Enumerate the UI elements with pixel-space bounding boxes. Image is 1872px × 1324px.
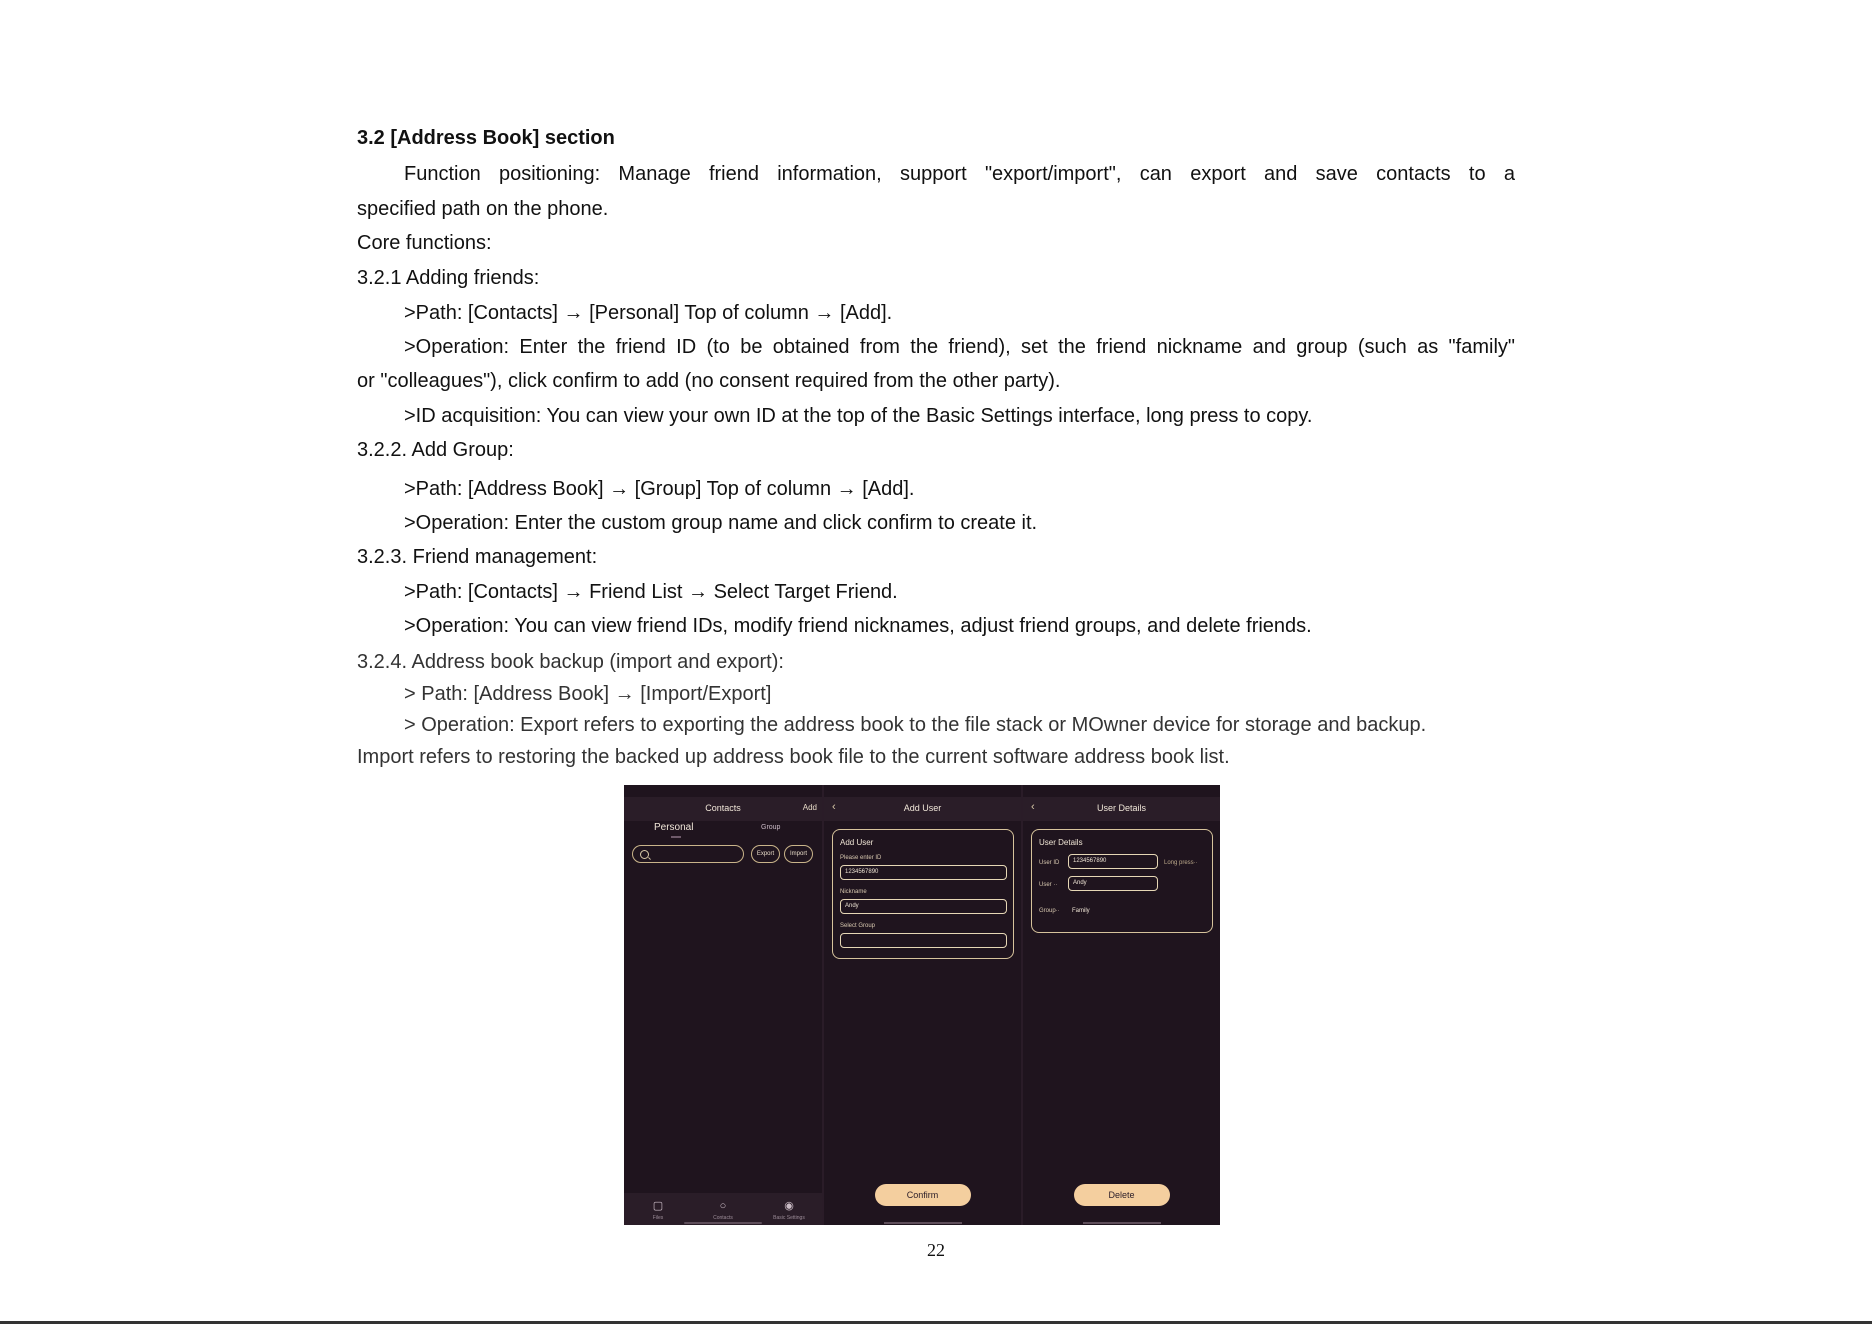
user-details-card	[1031, 829, 1213, 933]
section-heading: 3.2 [Address Book] section	[357, 127, 615, 149]
contacts-title: Contacts	[705, 803, 741, 813]
delete-button[interactable]: Delete	[1074, 1184, 1170, 1206]
page-number: 22	[927, 1240, 945, 1260]
s324-operation-1: > Operation: Export refers to exporting the address book to the file stack or MOwner device for storage and backup.	[404, 714, 1427, 736]
s324-operation-2: Import refers to restoring the backed up address book file to the current software address book list.	[357, 746, 1230, 768]
home-indicator	[884, 1222, 962, 1224]
long-press-hint: Long press··	[1164, 860, 1198, 866]
home-indicator	[1083, 1222, 1161, 1224]
tab-underline	[671, 836, 681, 838]
intro-line-2: specified path on the phone.	[357, 198, 609, 220]
export-button[interactable]: Export	[751, 845, 780, 863]
user-icon: ◉	[784, 1200, 794, 1212]
s321-path: >Path: [Contacts] → [Personal] Top of column → [Add].	[404, 302, 893, 324]
s321-operation-2: or "colleagues"), click confirm to add (no consent required from the other party).	[357, 370, 1061, 392]
select-group-label: Select Group	[840, 923, 876, 929]
search-input[interactable]	[632, 845, 744, 863]
nav-files[interactable]	[628, 1199, 688, 1221]
user-details-card-title: User Details	[1039, 838, 1083, 847]
back-icon[interactable]: ‹	[832, 801, 836, 813]
add-user-card-title: Add User	[840, 838, 874, 847]
import-button[interactable]: Import	[784, 845, 813, 863]
s323-operation: >Operation: You can view friend IDs, modify friend nicknames, adjust friend groups, and delete friends.	[404, 615, 1312, 637]
nickname-label: Nickname	[840, 889, 867, 895]
back-icon[interactable]: ‹	[1031, 801, 1035, 813]
add-contact-link[interactable]: Add	[802, 803, 817, 812]
user-details-title: User Details	[1096, 803, 1146, 813]
confirm-button[interactable]: Confirm	[875, 1184, 971, 1206]
s322-operation: >Operation: Enter the custom group name and click confirm to create it.	[404, 512, 1038, 534]
group-label: Group··	[1039, 908, 1060, 914]
user-nickname-field[interactable]: Andy	[1068, 876, 1158, 891]
s324-path: > Path: [Address Book] → [Import/Export]	[404, 683, 772, 705]
subsection-3-2-3: 3.2.3. Friend management:	[357, 546, 598, 568]
user-id-label: User ID	[1039, 860, 1060, 866]
user-label: User ··	[1039, 882, 1058, 888]
intro-line-1: Function positioning: Manage friend information, support "export/import", can export and save contacts to a	[404, 163, 1515, 185]
core-functions: Core functions:	[357, 232, 492, 254]
folder-icon: ▢	[652, 1200, 664, 1212]
group-value[interactable]: Family	[1072, 908, 1090, 914]
nav-basic-settings-label: Basic Settings	[773, 1215, 805, 1221]
search-icon	[640, 850, 649, 859]
bottom-navigation	[624, 1193, 822, 1225]
nav-files-label: Files	[652, 1215, 664, 1221]
nickname-field[interactable]: Andy	[840, 899, 1007, 914]
s321-id-acquisition: >ID acquisition: You can view your own ID at the top of the Basic Settings interface, long press to copy.	[404, 405, 1313, 427]
add-user-card	[832, 829, 1014, 959]
user-id-field[interactable]: 1234567890	[1068, 854, 1158, 869]
contacts-icon: ○	[719, 1200, 727, 1212]
home-indicator	[684, 1222, 762, 1224]
subsection-3-2-4: 3.2.4. Address book backup (import and export):	[357, 651, 784, 673]
s323-path: >Path: [Contacts] → Friend List → Select Target Friend.	[404, 581, 898, 603]
s322-path: >Path: [Address Book] → [Group] Top of column → [Add].	[404, 478, 915, 500]
tab-group[interactable]: Group	[761, 824, 781, 831]
nav-contacts-label: Contacts	[713, 1215, 733, 1221]
s321-operation-1: >Operation: Enter the friend ID (to be obtained from the friend), set the friend nickname and group (such as "family"	[404, 336, 1515, 358]
app-screenshots-figure	[624, 785, 1220, 1225]
select-group-field[interactable]	[840, 933, 1007, 948]
tab-personal[interactable]: Personal	[654, 822, 694, 833]
add-user-screen	[824, 785, 1021, 1225]
add-user-title: Add User	[903, 803, 942, 813]
nav-basic-settings[interactable]	[759, 1199, 819, 1221]
contacts-screen	[624, 785, 822, 1225]
subsection-3-2-2: 3.2.2. Add Group:	[357, 439, 514, 461]
user-details-screen	[1023, 785, 1220, 1225]
id-label: Please enter ID	[840, 855, 882, 861]
nav-contacts[interactable]	[693, 1200, 753, 1221]
id-field[interactable]: 1234567890	[840, 865, 1007, 880]
subsection-3-2-1: 3.2.1 Adding friends:	[357, 267, 540, 289]
